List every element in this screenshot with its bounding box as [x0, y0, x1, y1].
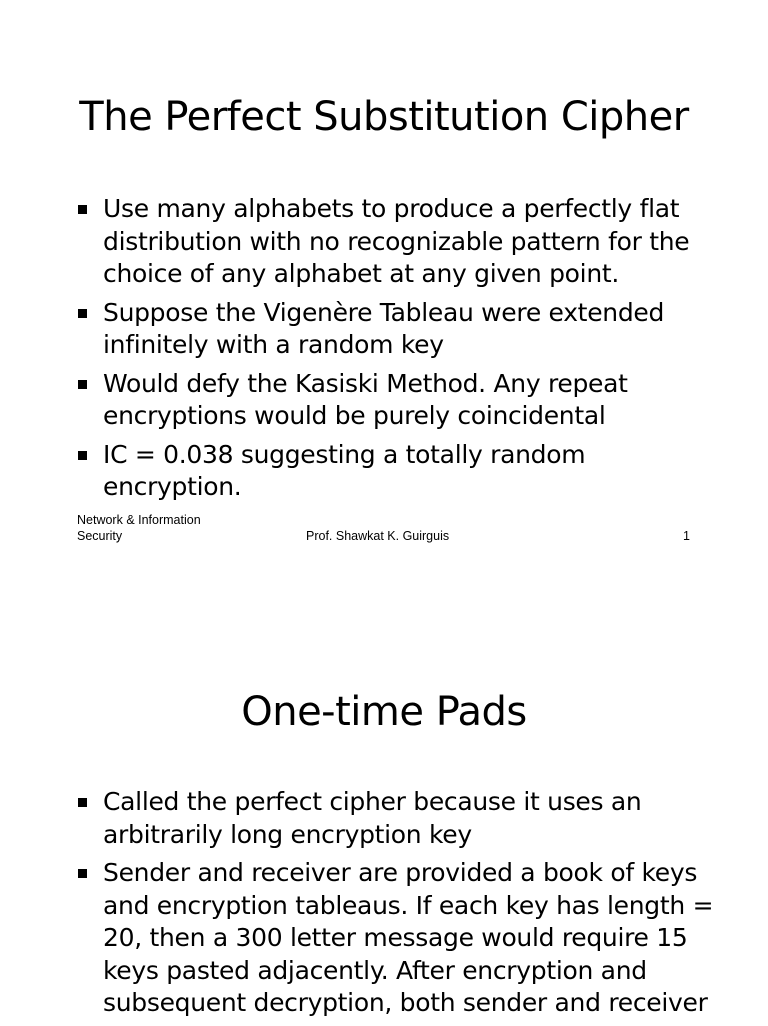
bullet-text: Called the perfect cipher because it uses an arbitrarily long encryption key: [103, 787, 642, 849]
footer-author: Prof. Shawkat K. Guirguis: [306, 529, 450, 543]
square-bullet-icon: [78, 380, 87, 389]
bullet-item: [76, 857, 716, 1020]
square-bullet-icon: [78, 798, 87, 807]
bullet-text: Sender and receiver are provided a book of keys and encryption tableaus. If each key has length = 20, then a 300 letter message would require 15 keys pasted adjacently. After encryption and subsequent decryption, both sender and receiver: [103, 858, 714, 1017]
bullet-text: IC = 0.038 suggesting a totally random encryption.: [103, 439, 586, 501]
bullet-item: [76, 786, 716, 851]
bullet-text: Use many alphabets to produce a perfectly flat distribution with no recognizable pattern for the choice of any alphabet at any given point.: [103, 194, 690, 288]
square-bullet-icon: [78, 869, 87, 878]
bullet-item: [76, 193, 716, 291]
footer-course-name: Network & Information Security: [77, 513, 201, 543]
slide-title: The Perfect Substitution Cipher: [79, 94, 689, 140]
slide-footer: [77, 512, 690, 548]
slide-title: One-time Pads: [241, 689, 527, 735]
slide-2: [0, 600, 768, 1024]
bullet-item: [76, 368, 716, 433]
square-bullet-icon: [78, 309, 87, 318]
square-bullet-icon: [78, 205, 87, 214]
bullet-list: [76, 193, 716, 510]
bullet-item: [76, 297, 716, 362]
footer-page-number: 1: [683, 529, 690, 543]
bullet-text: Suppose the Vigenère Tableau were extended infinitely with a random key: [103, 297, 665, 359]
bullet-item: [76, 439, 716, 504]
square-bullet-icon: [78, 451, 87, 460]
bullet-text: Would defy the Kasiski Method. Any repeat encryptions would be purely coincidental: [103, 368, 628, 430]
bullet-list: [76, 786, 716, 1026]
